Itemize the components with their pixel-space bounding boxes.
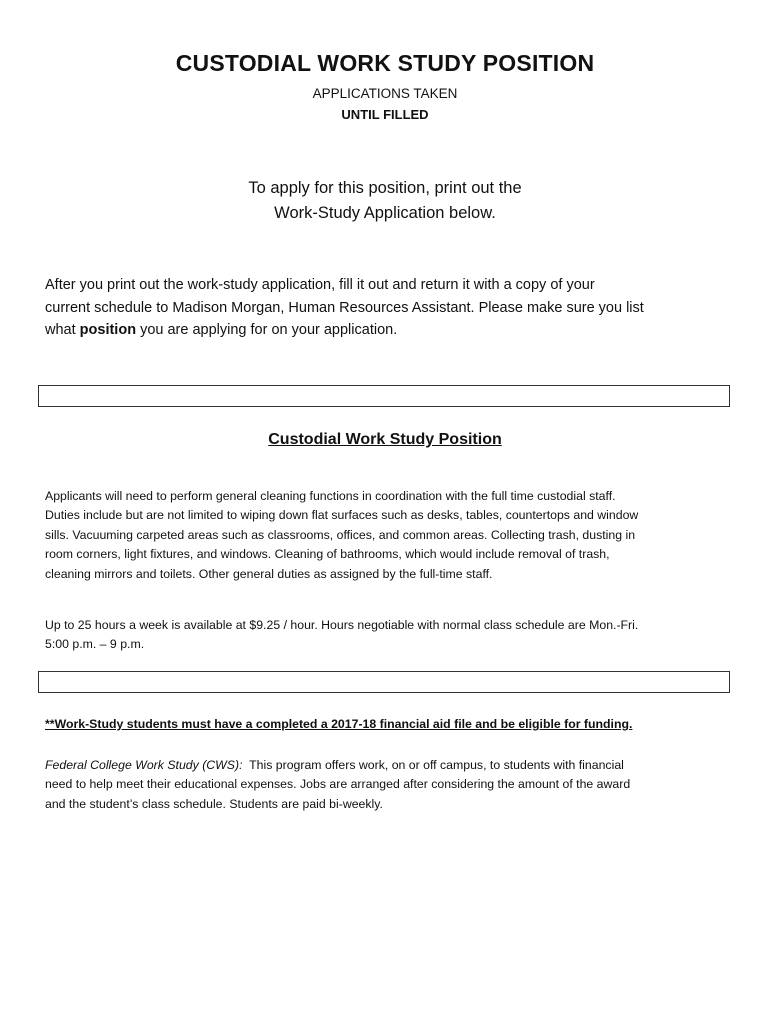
apply-instructions	[0, 176, 770, 226]
cws-line-3: and the student’s class schedule. Students are paid bi-weekly.	[45, 796, 383, 811]
intro-paragraph	[45, 274, 735, 342]
cws-line-1-rest: This program offers work, on or off campus, to students with financial	[242, 758, 624, 772]
duties-line: sills. Vacuuming carpeted areas such as classrooms, offices, and common areas. Collecting trash, dusting in	[45, 527, 636, 542]
position-emphasis: position	[79, 322, 137, 338]
duties-paragraph	[45, 487, 735, 584]
cws-line-2: need to help meet their educational expenses. Jobs are arranged after considering the amount of the award	[45, 777, 631, 792]
intro-line-3-suffix: you are applying for on your application.	[136, 322, 398, 338]
section-heading: Custodial Work Study Position	[268, 431, 502, 448]
cws-label: Federal College Work Study (CWS):	[45, 758, 243, 772]
duties-line: Applicants will need to perform general cleaning functions in coordination with the full time custodial staff.	[45, 489, 616, 503]
intro-line-3	[45, 319, 735, 342]
intro-line-3-prefix: what	[45, 322, 80, 338]
intro-line-2: current schedule to Madison Morgan, Human Resources Assistant. Please make sure you list	[45, 299, 644, 316]
page-title: CUSTODIAL WORK STUDY POSITION	[175, 50, 595, 76]
cws-line-1	[45, 756, 735, 775]
until-filled-label: UNTIL FILLED	[341, 107, 429, 122]
divider-box-top	[38, 385, 730, 407]
eligibility-notice: **Work-Study students must have a completed a 2017-18 financial aid file and be eligible for funding.	[45, 717, 633, 731]
pay-line: 5:00 p.m. – 9 p.m.	[45, 637, 145, 652]
intro-line-1: After you print out the work-study application, fill it out and return it with a copy of your	[45, 277, 595, 293]
duties-line: Duties include but are not limited to wiping down flat surfaces such as desks, tables, countertops and window	[45, 508, 639, 523]
divider-box-bottom	[38, 671, 730, 693]
pay-line: Up to 25 hours a week is available at $9.25 / hour. Hours negotiable with normal class schedule are Mon.-Fri.	[45, 618, 639, 632]
duties-line: room corners, light fixtures, and windows. Cleaning of bathrooms, which would include removal of trash,	[45, 547, 610, 562]
duties-line: cleaning mirrors and toilets. Other general duties as assigned by the full-time staff.	[45, 566, 493, 581]
apply-instructions-line-1: To apply for this position, print out the	[248, 179, 522, 197]
apply-instructions-line-2: Work-Study Application below.	[274, 204, 496, 222]
cws-paragraph	[45, 756, 735, 814]
pay-paragraph	[45, 616, 735, 655]
applications-taken-label: APPLICATIONS TAKEN	[312, 86, 458, 101]
